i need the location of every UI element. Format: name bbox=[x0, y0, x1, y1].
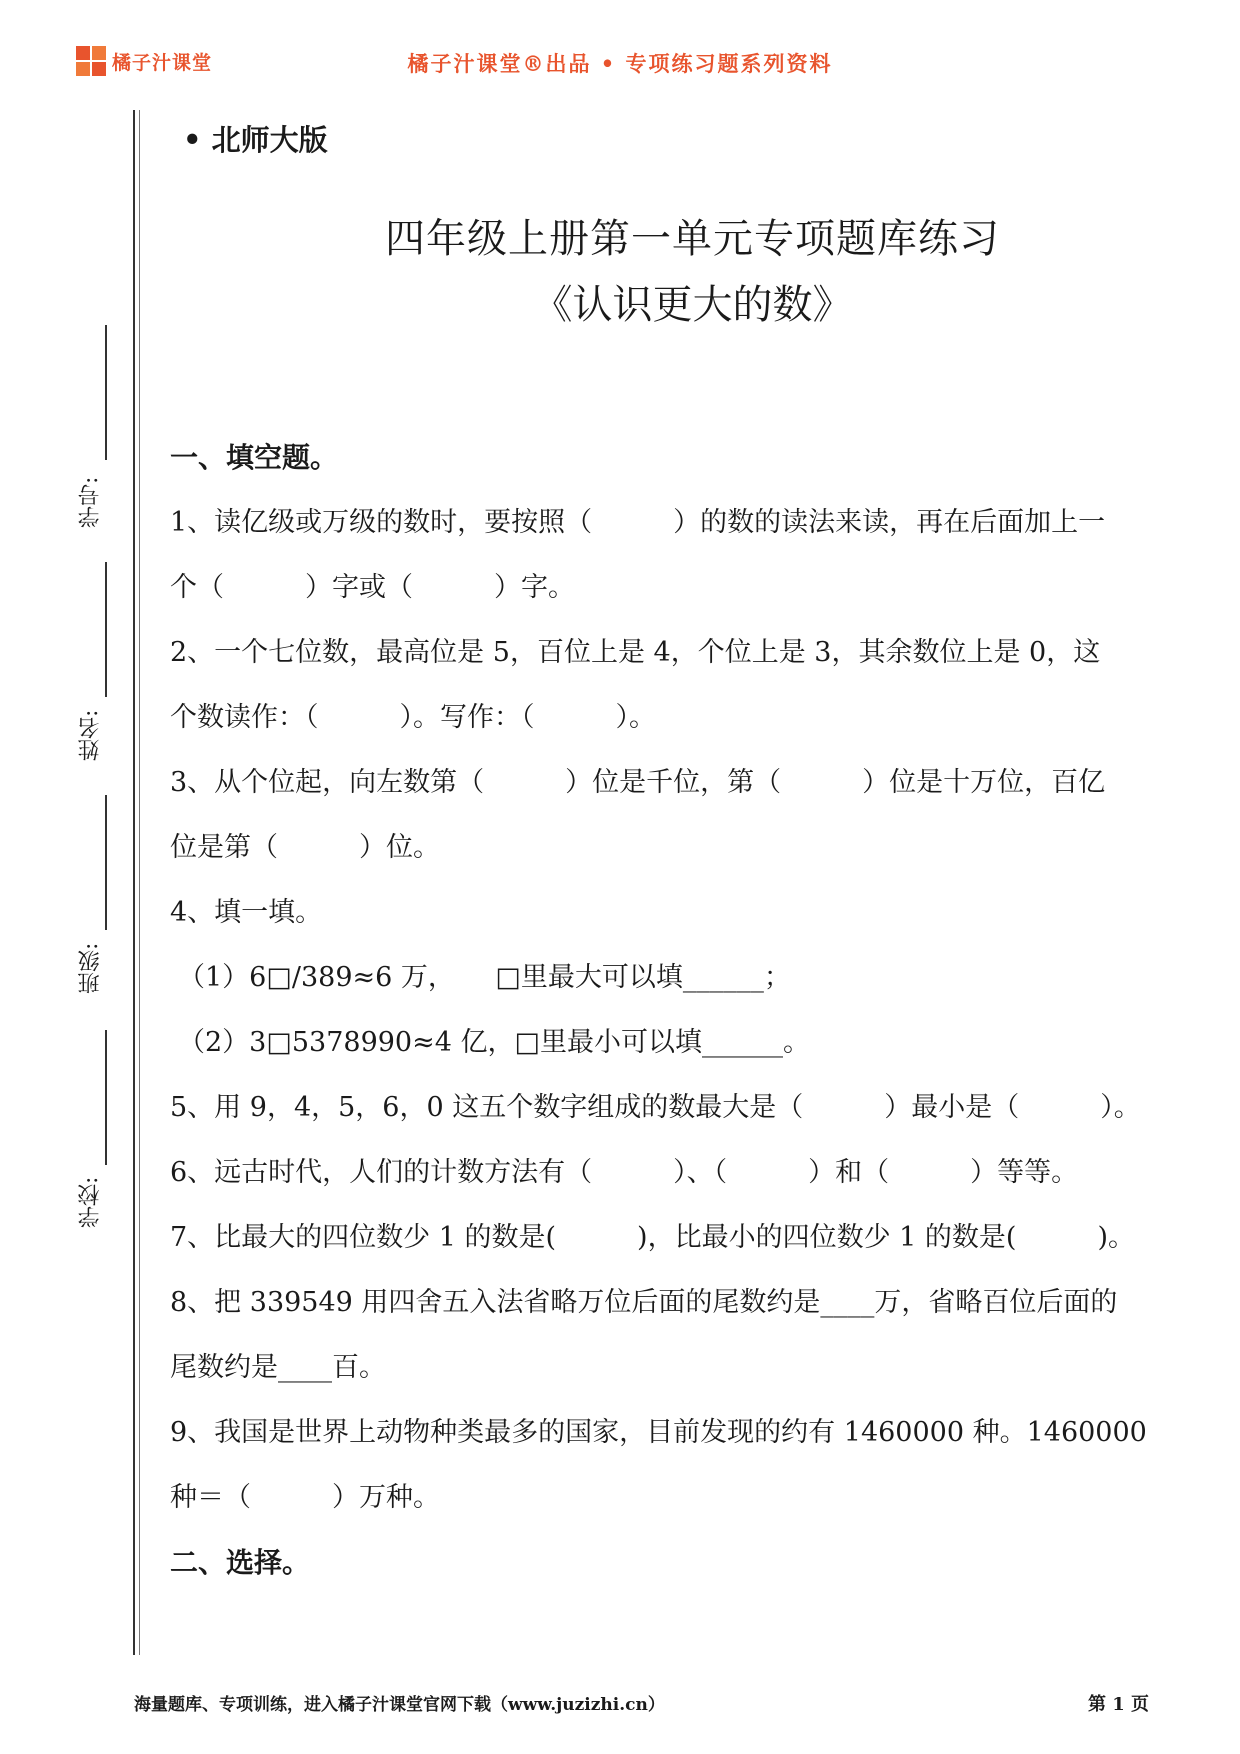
section-heading-choice: 二、选择。 bbox=[170, 1546, 311, 1579]
sub-question-line: （2）3□5378990≈4 亿，□里最小可以填______。 bbox=[178, 1027, 811, 1058]
question-line: 3、从个位起，向左数第（ ）位是千位，第（ ）位是十万位，百亿 bbox=[170, 767, 1106, 798]
name-fill-line bbox=[105, 562, 107, 697]
question-line: 9、我国是世界上动物种类最多的国家，目前发现的约有 1460000 种。1460000 bbox=[170, 1417, 1147, 1448]
question-line: 7、比最大的四位数少 1 的数是( )，比最小的四位数少 1 的数是( )。 bbox=[170, 1222, 1135, 1253]
school-label: 学校: bbox=[78, 1176, 103, 1228]
question-line: 尾数约是____百。 bbox=[170, 1352, 386, 1383]
sub-question-line: （1）6□/389≈6 万， □里最大可以填______； bbox=[178, 962, 791, 993]
binding-line bbox=[133, 110, 135, 1655]
student-id-label: 学号: bbox=[78, 476, 103, 528]
page-title: 四年级上册第一单元专项题库练习 bbox=[385, 216, 1000, 262]
footer-note: 海量题库、专项训练，进入橘子汁课堂官网下载（www.juzizhi.cn） bbox=[134, 1695, 665, 1715]
question-line: 8、把 339549 用四舍五入法省略万位后面的尾数约是____万，省略百位后面的 bbox=[170, 1287, 1118, 1318]
section-heading-fill: 一、填空题。 bbox=[170, 441, 339, 474]
logo-text: 橘子汁课堂 bbox=[112, 51, 213, 74]
class-fill-line bbox=[105, 795, 107, 930]
edition-label: • 北师大版 bbox=[183, 123, 328, 157]
question-line: 6、远古时代，人们的计数方法有（ ）、（ ）和（ ）等等。 bbox=[170, 1157, 1079, 1188]
question-line: 个数读作：（ ）。写作：（ ）。 bbox=[170, 702, 656, 733]
page-number: 第 1 页 bbox=[1088, 1694, 1150, 1715]
exercise-content bbox=[170, 425, 1152, 1595]
page-subtitle: 《认识更大的数》 bbox=[532, 282, 853, 328]
question-line: 4、填一填。 bbox=[170, 897, 323, 928]
class-label: 班级: bbox=[78, 942, 103, 994]
school-fill-line bbox=[105, 1030, 107, 1165]
question-line: 位是第（ ）位。 bbox=[170, 832, 440, 863]
name-label: 姓名: bbox=[78, 709, 103, 761]
question-line: 1、读亿级或万级的数时，要按照（ ）的数的读法来读，再在后面加上一 bbox=[170, 507, 1106, 538]
question-line: 种＝（ ）万种。 bbox=[170, 1482, 440, 1513]
question-line: 5、用 9，4，5，6，0 这五个数字组成的数最大是（ ）最小是（ ）。 bbox=[170, 1092, 1141, 1123]
binding-line-inner bbox=[139, 110, 140, 1655]
question-line: 2、一个七位数，最高位是 5，百位上是 4，个位上是 3，其余数位上是 0，这 bbox=[170, 637, 1101, 668]
id-fill-line bbox=[105, 325, 107, 460]
header-title: 橘子汁课堂®出品 • 专项练习题系列资料 bbox=[407, 51, 833, 76]
question-line: 个（ ）字或（ ）字。 bbox=[170, 572, 575, 603]
